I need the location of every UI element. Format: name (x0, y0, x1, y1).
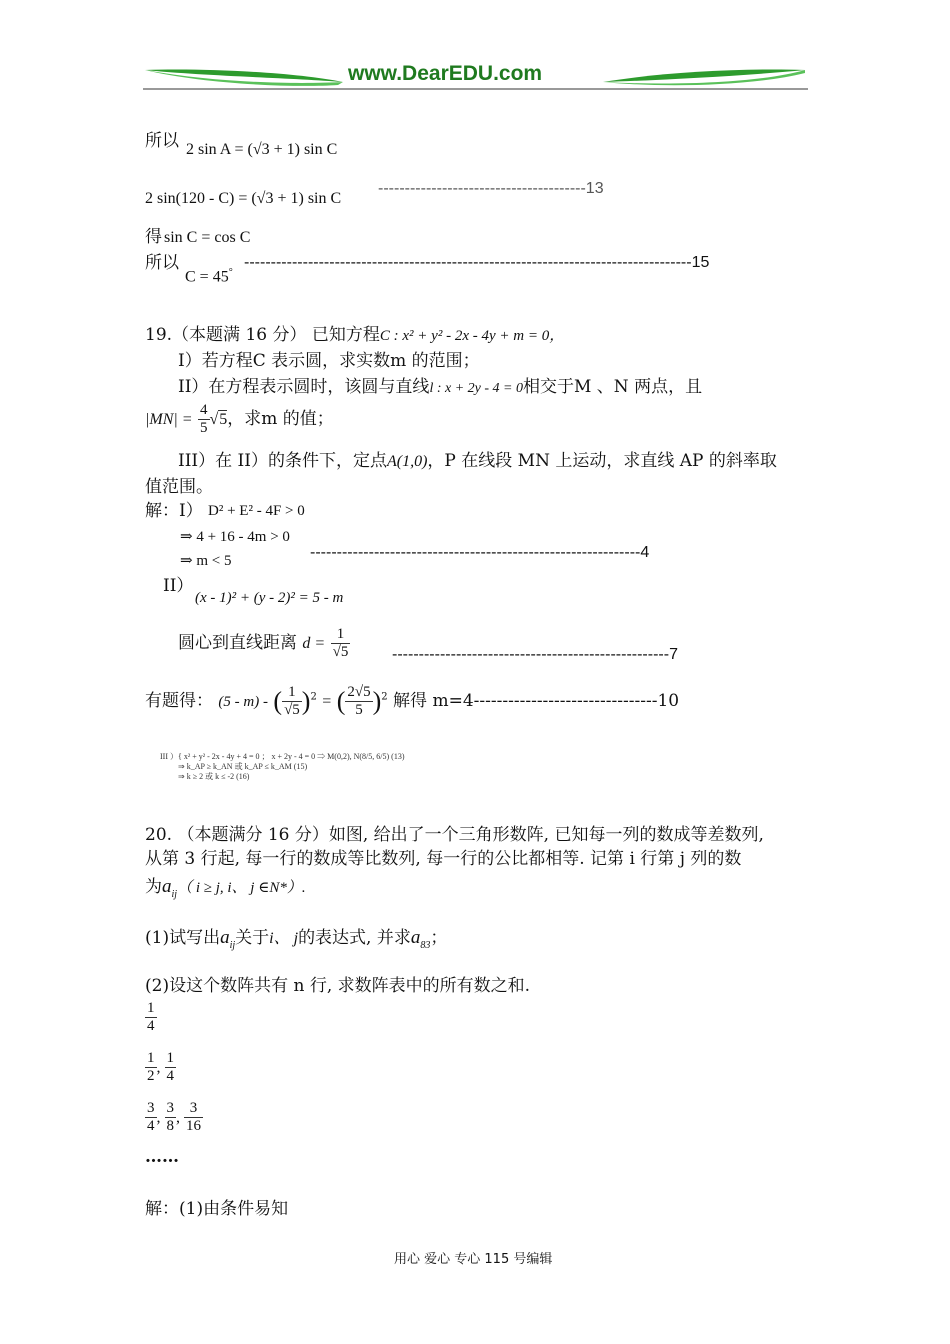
q19-solution-head: 解：I） (145, 501, 203, 521)
q20-array-r3-c3: $\frac{3}{16}$ (186, 1100, 201, 1134)
q19-part-2b: 相交于M 、N 两点，且 (522, 377, 703, 397)
q19-have-frac-1-num: 1 (282, 684, 302, 702)
q20-line-3b: （ i ≥ j, i、 j ∈N*）. (177, 880, 306, 896)
q19-have: 有题得： (5 - m) - ( $\frac{1}{√5}$ )$^2$ = ( $\frac{2√5}{5}$ )$^2$ 解得 m=4--------------------------------10 (145, 684, 680, 718)
q19-part-3 (178, 450, 777, 473)
q19-part-3c: 值范围。 (145, 477, 213, 497)
q19-equation: C : x² + y² - 2x - 4y + m = 0， (379, 328, 565, 344)
q19-sol-line-2: ⇒ 4 + 16 - 4m > 0 (180, 529, 290, 545)
q19-mn-frac-num: 4 (200, 402, 208, 418)
q19-have-math-1: (5 - m) - (218, 694, 268, 710)
q19-sol-line-1: D² + E² - 4F > 0 (208, 503, 305, 519)
q19-distance-num: 1 (331, 626, 351, 644)
q19-have-frac-1-den: √5 (284, 702, 300, 718)
q20-question-2: (2)设这个数阵共有 n 行, 求数阵表中的所有数之和. (145, 976, 531, 996)
q19-part-2a: II）在方程表示圆时，该圆与直线 (178, 377, 430, 397)
q19-point-a: A(1,0) (386, 453, 428, 470)
q19-sol-ii: II） (163, 576, 194, 596)
q19-part-2c-tail: ，求m 的值； (227, 409, 334, 429)
q19-part-1: I）若方程C 表示圆，求实数m 的范围； (178, 351, 480, 371)
q20-array-row-3: $\frac{3}{4}$ , $\frac{3}{8}$ , $\frac{3}{16}$ (147, 1100, 201, 1134)
q19-distance-label: 圆心到直线距离 (178, 633, 297, 653)
q20-q1d: 的表达式, 并求 (298, 928, 411, 948)
q20-solution: 解：(1)由条件易知 (145, 1199, 289, 1219)
q19-sol-score-4: --------------------------------------------------------------4 (310, 544, 650, 561)
q20-line-2: 从第 3 行起, 每一行的数成等比数列, 每一行的公比都相等. 记第 i 行第 j 列的数 (145, 849, 742, 869)
q20-q1b: 关于 (235, 928, 270, 948)
line-2-math: 2 sin(120 - C) = (√3 + 1) sin C (145, 190, 342, 207)
line-1-prefix: 所以 (145, 131, 179, 151)
q19-distance (178, 626, 350, 661)
q19-have-frac-2-num: 2√5 (347, 684, 371, 700)
q19-iii-line-2: ⇒ k_AP ≥ k_AN 或 k_AP ≤ k_AM (15) (178, 762, 308, 771)
q19-distance-d: d = (302, 635, 326, 652)
line-4-score: ------------------------------------------------------------------------------------15 (244, 254, 710, 271)
q19-have-frac-2-den: 5 (355, 702, 363, 718)
q19-have-frac-2 (345, 684, 372, 719)
line-1-math: 2 sin A = (√3 + 1) sin C (186, 141, 338, 158)
q19-part-3a: III）在 II）的条件下，定点 (178, 451, 387, 471)
page-footer: 用心 爱心 专心 115 号编辑 (394, 1252, 553, 1267)
q20-q1f: ； (430, 928, 448, 948)
header-banner (143, 58, 808, 98)
q20-q1a: (1)试写出 (145, 928, 221, 948)
q20-q1c: i、 j (269, 930, 299, 947)
q20-array-ellipsis: …… (145, 1147, 179, 1167)
q20-line-1: 20. （本题满分 16 分）如图, 给出了一个三角形数阵, 已知每一列的数成等差数列, (145, 825, 764, 845)
line-4-prefix: 所以 (145, 253, 179, 273)
q19-head-text: 19.（本题满 16 分） 已知方程 (145, 325, 380, 345)
q19-distance-fraction (331, 626, 351, 661)
line-4-math-text: C = 45 (185, 268, 229, 286)
q19-mn-frac-den: 5 (200, 420, 208, 436)
q19-have-frac-1 (282, 684, 302, 719)
q19-distance-den: √5 (332, 644, 349, 660)
q19-have-eq: = (322, 693, 332, 710)
q19-have-tail: 解得 m=4--------------------------------10 (393, 691, 680, 711)
q19-sol-ii-eq: (x - 1)² + (y - 2)² = 5 - m (195, 590, 344, 606)
q19-line-eq: l : x + 2y - 4 = 0 (429, 381, 523, 396)
q19-sol-score-7: ----------------------------------------------------7 (392, 646, 678, 663)
q19-mn-label: |MN| = (145, 411, 193, 428)
header-logo-text: www.DearEDU.com (348, 62, 543, 85)
q20-array-r3-c2: $\frac{3}{8}$ (166, 1100, 174, 1134)
q20-line-3 (145, 876, 306, 906)
q19-part-2c (145, 402, 334, 437)
q20-line-3a: 为 (145, 877, 162, 897)
line-3-prefix: 得 (145, 227, 162, 247)
q19-have-label: 有题得： (145, 691, 213, 711)
q19-mn-sqrt: √5 (209, 411, 228, 428)
line-3-math: sin C = cos C (164, 229, 251, 246)
line-4-math: C = 45° (185, 267, 233, 286)
q20-array-row-2: $\frac{1}{2}$ , $\frac{1}{4}$ (147, 1050, 174, 1084)
q20-q1-a83: $a_{83}$ (410, 927, 431, 951)
q20-array-row-1 (145, 1000, 157, 1035)
q19-iii-line-1: III ）{ x² + y² - 2x - 4y + 4 = 0 ； x + 2y - 4 = 0 ⇒ M(0,2), N(8/5, 6/5) (13) (160, 752, 405, 761)
q19-iii-line-3: ⇒ k ≥ 2 或 k ≤ -2 (16) (178, 772, 250, 781)
q20-array-r1-c1: $\frac{1}{4}$ (147, 1000, 155, 1034)
q19-head (145, 324, 564, 347)
q20-array-r3-c1: $\frac{3}{4}$ (147, 1100, 155, 1134)
q20-array-r2-c1: $\frac{1}{2}$ (147, 1050, 155, 1084)
q19-part-3b: ，P 在线段 MN 上运动，求直线 AP 的斜率取 (427, 451, 777, 471)
q20-question-1 (145, 927, 447, 957)
q20-q1-aij: $a_{ij}$ (220, 927, 236, 951)
q19-part-iii-solution (160, 752, 405, 782)
q19-part-2 (178, 376, 702, 400)
q19-sol-line-3: ⇒ m < 5 (180, 553, 232, 569)
q19-mn-fraction (198, 402, 210, 437)
line-2-score: ---------------------------------------13 (378, 180, 604, 197)
q20-array-r2-c2: $\frac{1}{4}$ (166, 1050, 174, 1084)
q20-aij: $a_{ij}$ (162, 876, 178, 900)
